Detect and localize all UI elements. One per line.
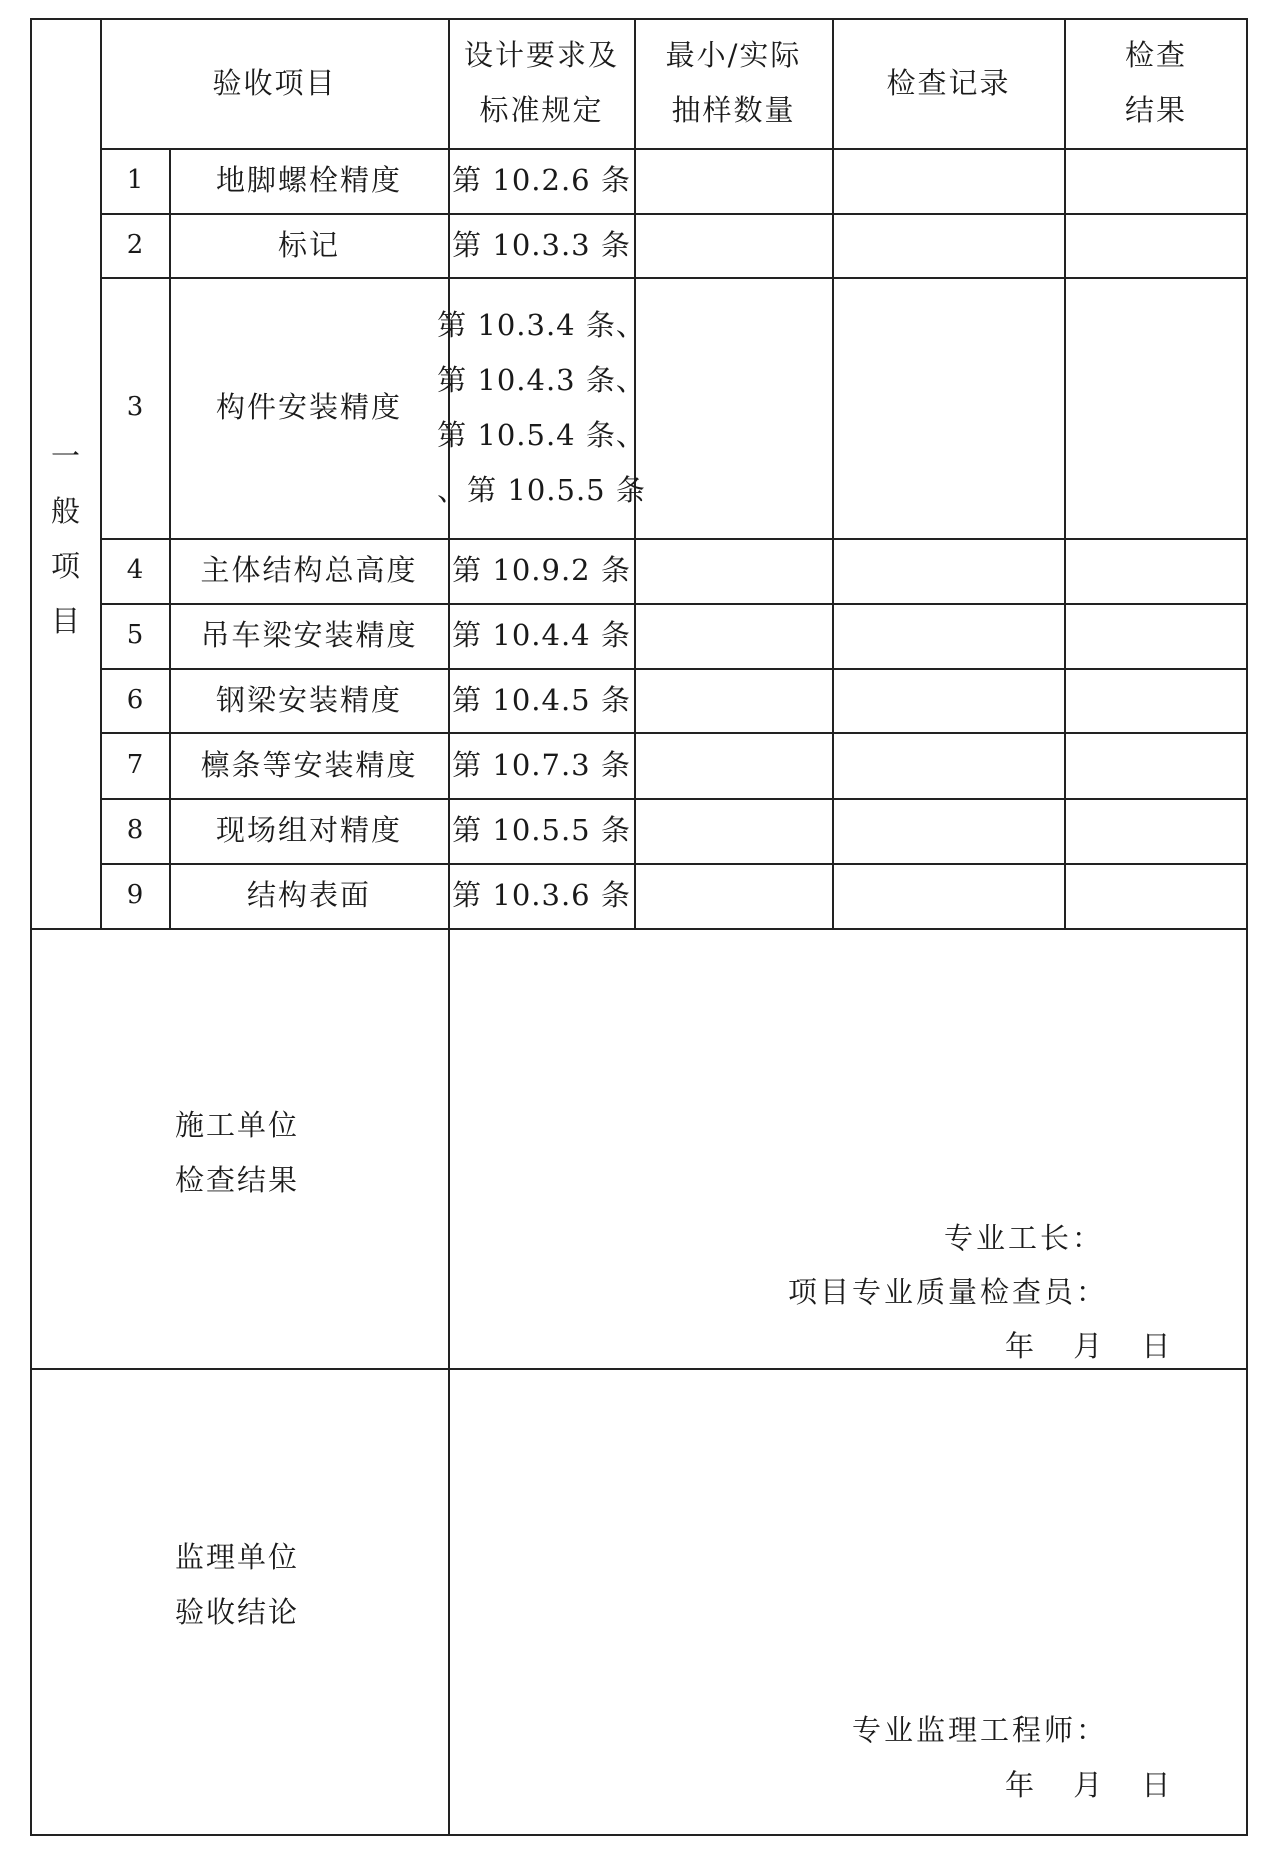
row-standard: 第 10.3.3 条	[452, 227, 631, 262]
group-label-general-items	[30, 18, 101, 929]
row-standard: 第 10.2.6 条	[452, 163, 631, 197]
construction-label-line1: 施工单位	[175, 1108, 300, 1142]
acceptance-table	[30, 18, 1248, 1836]
header-result	[1064, 18, 1248, 148]
header-sample-line2: 抽样数量	[671, 93, 796, 127]
row-item: 地脚螺栓精度	[215, 163, 402, 197]
header-sample-line1: 最小/实际	[665, 38, 802, 72]
header-result-line2: 结果	[1124, 93, 1187, 127]
row-number: 2	[126, 229, 144, 260]
row-standard-line: 第 10.4.3 条、	[437, 362, 646, 397]
row-item: 结构表面	[246, 878, 371, 912]
row-number: 4	[126, 555, 144, 585]
row-standard-line: 第 10.5.4 条、	[437, 417, 646, 452]
header-result-line1: 检查	[1124, 38, 1187, 72]
construction-label-line2: 检查结果	[175, 1163, 300, 1197]
row-item: 檩条等安装精度	[200, 747, 418, 782]
group-label-char: 一	[50, 438, 80, 473]
engineer-signature-label: 专业监理工程师：	[852, 1713, 1109, 1747]
inspector-signature-label: 项目专业质量检查员：	[788, 1275, 1109, 1309]
col-divider	[832, 18, 834, 929]
row-item: 吊车梁安装精度	[200, 618, 418, 652]
row-standard-multi	[437, 277, 646, 538]
supervision-date: 年 月 日	[1005, 1768, 1171, 1802]
supervision-unit-label	[175, 1530, 299, 1640]
row-number: 5	[126, 620, 144, 650]
row-number: 8	[126, 815, 144, 845]
row-standard: 第 10.4.4 条	[452, 618, 631, 652]
row-standard: 第 10.4.5 条	[452, 682, 631, 717]
row-standard: 第 10.3.6 条	[452, 878, 631, 912]
header-standard	[448, 18, 635, 148]
supervision-label-line1: 监理单位	[175, 1540, 300, 1574]
section-divider	[30, 1368, 1248, 1370]
header-record: 检查记录	[886, 65, 1011, 100]
row-number: 7	[126, 749, 144, 780]
row-number: 9	[126, 880, 144, 910]
group-label-char: 目	[50, 603, 80, 638]
col-divider	[1064, 18, 1066, 929]
row-item: 现场组对精度	[215, 813, 402, 847]
row-standard-line: 、第 10.5.5 条	[437, 472, 646, 507]
header-item: 验收项目	[212, 65, 337, 100]
row-number: 6	[126, 684, 144, 715]
row-standard: 第 10.5.5 条	[452, 813, 631, 847]
construction-date: 年 月 日	[1005, 1329, 1171, 1363]
foreman-signature-label: 专业工长：	[944, 1221, 1105, 1255]
supervision-label-line2: 验收结论	[175, 1595, 300, 1629]
row-number: 1	[126, 165, 144, 195]
header-standard-line1: 设计要求及	[463, 38, 619, 72]
construction-unit-label	[175, 1098, 299, 1208]
row-item: 钢梁安装精度	[215, 682, 402, 717]
row-item: 标记	[277, 227, 340, 262]
group-label-char: 项	[50, 548, 80, 583]
row-item: 主体结构总高度	[200, 553, 418, 587]
row-number: 3	[126, 392, 144, 422]
row-standard: 第 10.7.3 条	[452, 747, 631, 782]
row-standard-line: 第 10.3.4 条、	[437, 307, 646, 342]
row-standard: 第 10.9.2 条	[452, 553, 631, 587]
header-sample	[634, 18, 833, 148]
row-item: 构件安装精度	[215, 390, 402, 424]
group-label-char: 般	[50, 493, 80, 528]
header-standard-line2: 标准规定	[479, 93, 604, 127]
